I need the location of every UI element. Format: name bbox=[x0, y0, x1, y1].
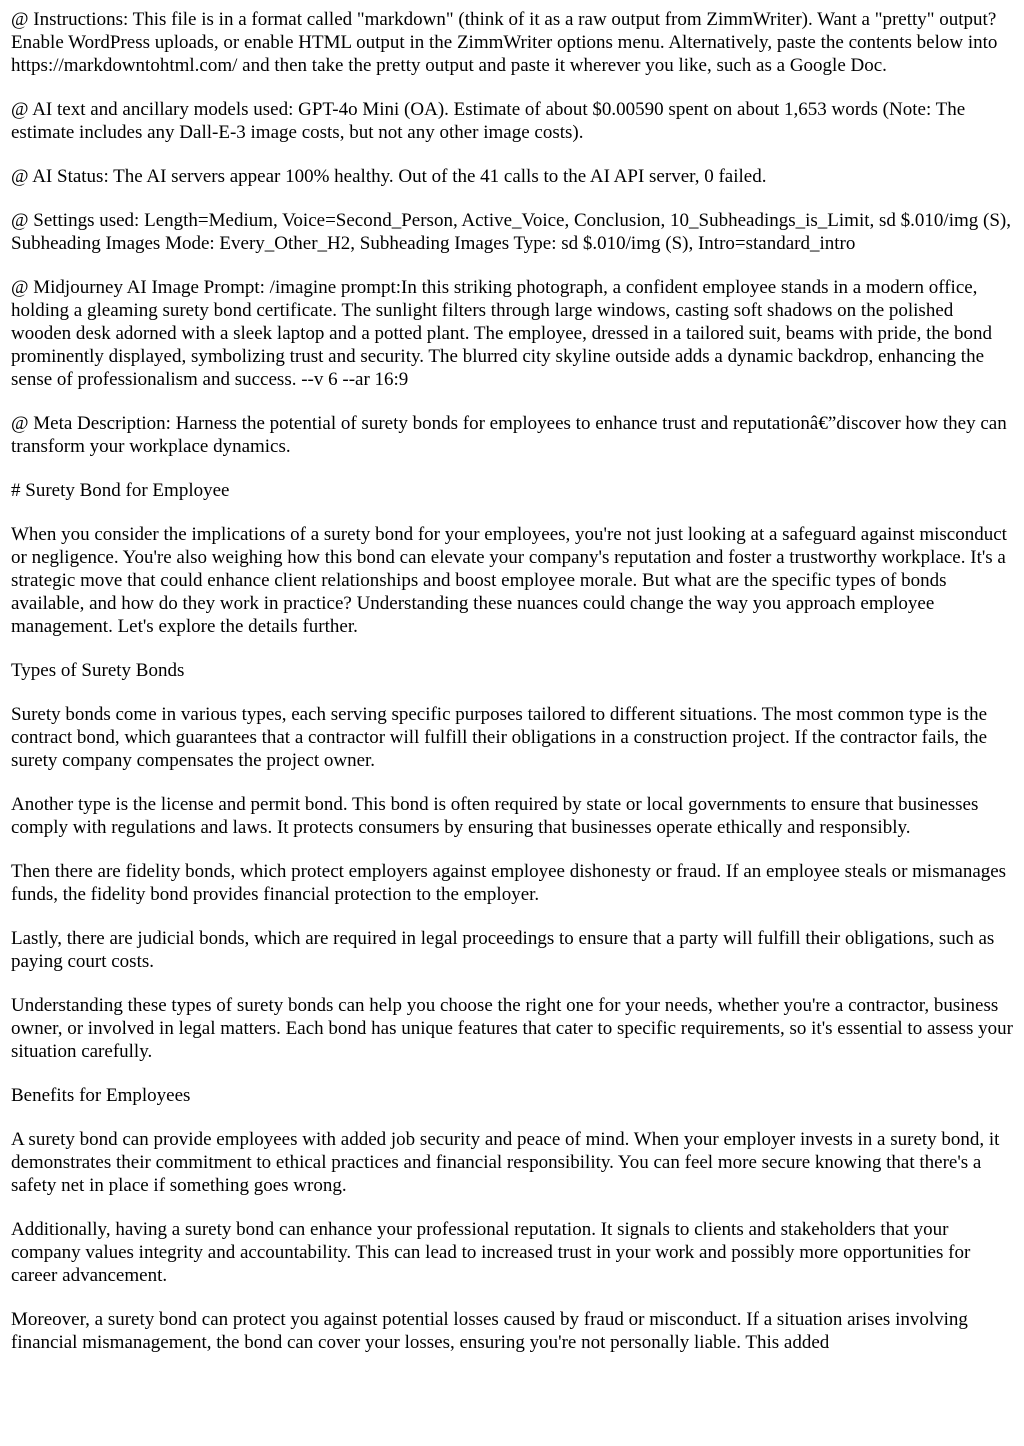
section-heading-types: Types of Surety Bonds bbox=[11, 660, 185, 681]
meta-description-note: @ Meta Description: Harness the potential of surety bonds for employees to enhance trust and reputationâ€”discover how they can transform your workplace dynamics. bbox=[11, 413, 1007, 457]
paragraph-loss-protection: Moreover, a surety bond can protect you against potential losses caused by fraud or misconduct. If a situation arises involving financial mismanagement, the bond can cover your losses, ensuring you're not personally liable. This added bbox=[11, 1309, 968, 1353]
paragraph-reputation: Additionally, having a surety bond can enhance your professional reputation. It signals to clients and stakeholders that your company values integrity and accountability. This can lead to increased trust in your work and possibly more opportunities for career advancement. bbox=[11, 1219, 971, 1286]
paragraph-license-bond: Another type is the license and permit bond. This bond is often required by state or local governments to ensure that businesses comply with regulations and laws. It protects consumers by ensuring that businesses operate ethically and responsibly. bbox=[11, 794, 979, 838]
image-prompt-note: @ Midjourney AI Image Prompt: /imagine prompt:In this striking photograph, a confident employee stands in a modern office, holding a gleaming surety bond certificate. The sunlight filters through large windows, casting soft shadows on the polished wooden desk adorned with a sleek laptop and a potted plant. The employee, dressed in a tailored suit, beams with pride, the bond prominently displayed, symbolizing trust and security. The blurred city skyline outside adds a dynamic backdrop, enhancing the sense of professionalism and success. --v 6 --ar 16:9 bbox=[11, 277, 993, 390]
paragraph-job-security: A surety bond can provide employees with added job security and peace of mind. When your employer invests in a surety bond, it demonstrates their commitment to ethical practices and financial responsibility. You can feel more secure knowing that there's a safety net in place if something goes wrong. bbox=[11, 1129, 1000, 1196]
paragraph-contract-bond: Surety bonds come in various types, each serving specific purposes tailored to different situations. The most common type is the contract bond, which guarantees that a contractor will fulfill their obligations in a construction project. If the contractor fails, the surety company compensates the project owner. bbox=[11, 704, 988, 771]
intro-paragraph: When you consider the implications of a surety bond for your employees, you're not just looking at a safeguard against misconduct or negligence. You're also weighing how this bond can elevate your company's reputation and foster a trustworthy workplace. It's a strategic move that could enhance client relationships and boost employee morale. But what are the specific types of bonds available, and how do they work in practice? Understanding these nuances could change the way you approach employee management. Let's explore the details further. bbox=[11, 524, 1007, 637]
document-title: # Surety Bond for Employee bbox=[11, 480, 230, 501]
settings-used-note: @ Settings used: Length=Medium, Voice=Second_Person, Active_Voice, Conclusion, 10_Subheadings_is_Limit, sd $.010/img (S), Subheading Images Mode: Every_Other_H2, Subheading Images Type: sd $.010/img (S), Intro=standard_intro bbox=[11, 210, 1011, 254]
ai-status-note: @ AI Status: The AI servers appear 100% healthy. Out of the 41 calls to the AI API server, 0 failed. bbox=[11, 166, 767, 187]
paragraph-judicial-bond: Lastly, there are judicial bonds, which are required in legal proceedings to ensure that a party will fulfill their obligations, such as paying court costs. bbox=[11, 928, 995, 972]
models-used-note: @ AI text and ancillary models used: GPT-4o Mini (OA). Estimate of about $0.00590 spent on about 1,653 words (Note: The estimate includes any Dall-E-3 image costs, but not any other image costs). bbox=[11, 99, 966, 143]
paragraph-fidelity-bond: Then there are fidelity bonds, which protect employers against employee dishonesty or fraud. If an employee steals or mismanages funds, the fidelity bond provides financial protection to the employer. bbox=[11, 861, 1007, 905]
instructions-note: @ Instructions: This file is in a format called "markdown" (think of it as a raw output from ZimmWriter). Want a "pretty" output? Enable WordPress uploads, or enable HTML output in the ZimmWriter options menu. Alternatively, paste the contents below into https://markdowntohtml.com/ and then take the pretty output and paste it wherever you like, such as a Google Doc. bbox=[11, 9, 998, 76]
section-heading-benefits: Benefits for Employees bbox=[11, 1085, 191, 1106]
paragraph-types-summary: Understanding these types of surety bonds can help you choose the right one for your needs, whether you're a contractor, business owner, or involved in legal matters. Each bond has unique features that cater to specific requirements, so it's essential to assess your situation carefully. bbox=[11, 995, 1013, 1062]
